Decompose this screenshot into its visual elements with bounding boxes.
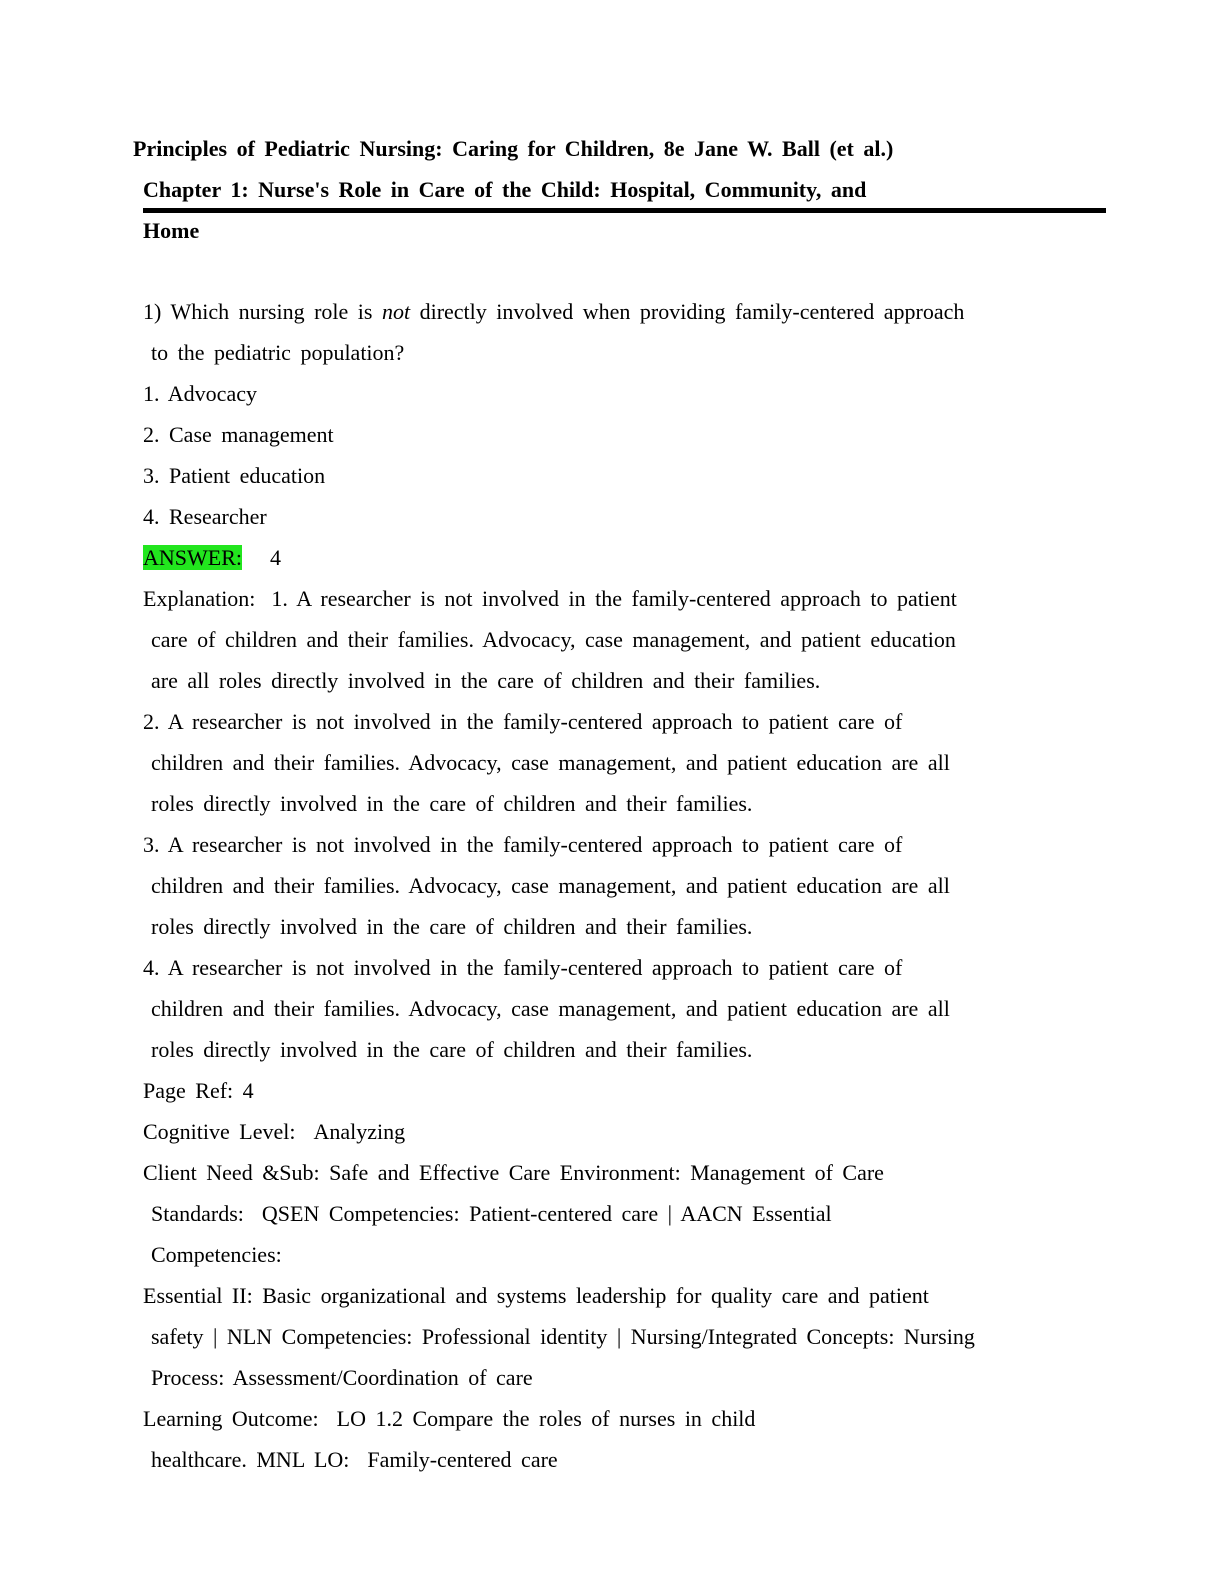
learning-outcome-continued: [151, 1447, 558, 1473]
answer-option: 4. Researcher: [143, 504, 267, 529]
answer-option: 3. Patient education: [143, 463, 326, 488]
cognitive-level-value: Analyzing: [313, 1119, 406, 1144]
answer-label: ANSWER:: [143, 545, 242, 570]
chapter-title-continued: Home: [143, 218, 200, 243]
question-stem: [143, 299, 964, 325]
answer-value: 4: [270, 545, 281, 570]
explanation-line: are all roles directly involved in the care of children and their families.: [151, 668, 821, 693]
standards-value: QSEN Competencies: Patient-centered care | AACN Essential: [261, 1201, 832, 1226]
explanation-item-line: roles directly involved in the care of children and their families.: [151, 1037, 753, 1062]
essential-continued: Process: Assessment/Coordination of care: [151, 1365, 533, 1390]
answer-option: 1. Advocacy: [143, 381, 257, 406]
cognitive-level-label: Cognitive Level:: [143, 1119, 296, 1144]
question-stem-continued: to the pediatric population?: [151, 340, 405, 365]
document-title: Principles of Pediatric Nursing: Caring for Children, 8e Jane W. Ball (et al.): [133, 136, 894, 161]
standards-label: Standards:: [151, 1201, 244, 1226]
client-need: Client Need &Sub: Safe and Effective Care Environment: Management of Care: [143, 1160, 884, 1185]
page-reference: Page Ref: 4: [143, 1078, 254, 1103]
answer-option: 2. Case management: [143, 422, 334, 447]
explanation-item: 4. A researcher is not involved in the family-centered approach to patient care of: [143, 955, 903, 980]
essential-continued: safety | NLN Competencies: Professional identity | Nursing/Integrated Concepts: Nursing: [151, 1324, 975, 1349]
explanation-text: 1. A researcher is not involved in the family-centered approach to patient: [271, 586, 957, 611]
question-stem-before: Which nursing role is: [170, 299, 373, 324]
essential: Essential II: Basic organizational and systems leadership for quality care and patient: [143, 1283, 929, 1308]
header-divider: [143, 208, 1106, 213]
learning-outcome-label: Learning Outcome:: [143, 1406, 319, 1431]
cognitive-level: [143, 1119, 405, 1145]
explanation-item-line: children and their families. Advocacy, case management, and patient education are all: [151, 996, 950, 1021]
chapter-title: Chapter 1: Nurse's Role in Care of the Child: Hospital, Community, and: [143, 177, 867, 202]
explanation-item-line: roles directly involved in the care of children and their families.: [151, 914, 753, 939]
explanation-item: 3. A researcher is not involved in the family-centered approach to patient care of: [143, 832, 903, 857]
explanation-item: 2. A researcher is not involved in the family-centered approach to patient care of: [143, 709, 903, 734]
explanation-line: [143, 586, 957, 612]
mnl-lo-value: Family-centered care: [367, 1447, 558, 1472]
mnl-lo-label: healthcare. MNL LO:: [151, 1447, 350, 1472]
learning-outcome: [143, 1406, 755, 1432]
question-stem-emphasis: not: [381, 299, 411, 324]
explanation-item-line: children and their families. Advocacy, case management, and patient education are all: [151, 750, 950, 775]
answer-line: [143, 545, 281, 571]
question-number: 1): [143, 299, 162, 324]
learning-outcome-value: LO 1.2 Compare the roles of nurses in child: [336, 1406, 756, 1431]
explanation-label: Explanation:: [143, 586, 256, 611]
explanation-line: care of children and their families. Advocacy, case management, and patient education: [151, 627, 956, 652]
explanation-item-line: roles directly involved in the care of children and their families.: [151, 791, 753, 816]
standards: [151, 1201, 832, 1227]
standards-continued: Competencies:: [151, 1242, 282, 1267]
explanation-item-line: children and their families. Advocacy, case management, and patient education are all: [151, 873, 950, 898]
question-stem-after: directly involved when providing family-centered approach: [419, 299, 965, 324]
